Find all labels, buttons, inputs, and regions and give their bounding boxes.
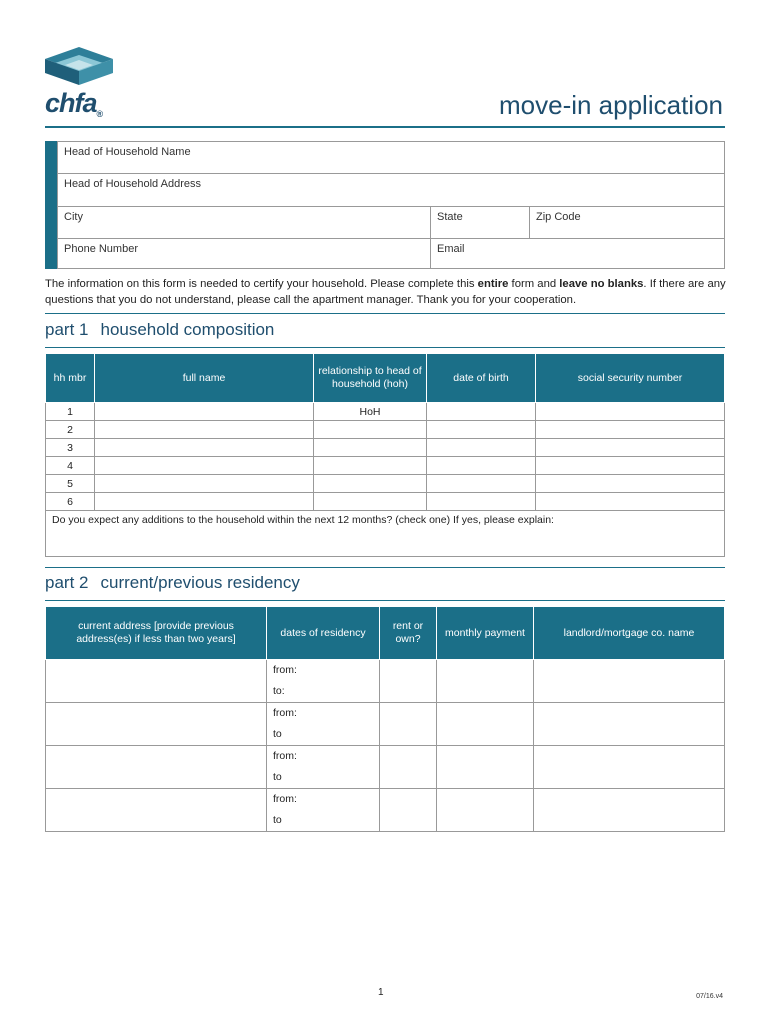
dob-cell[interactable] <box>427 493 536 511</box>
relationship-cell[interactable] <box>314 475 427 493</box>
from-label: from: <box>273 793 297 805</box>
col-rent-or-own: rent or own? <box>380 607 437 660</box>
household-header-row <box>46 354 725 403</box>
form-version: 07/16.v4 <box>696 993 723 1000</box>
col-monthly-payment: monthly payment <box>437 607 534 660</box>
col-full-name: full name <box>95 354 314 403</box>
landlord-cell[interactable] <box>534 746 725 789</box>
table-row <box>46 421 725 439</box>
instructions-text: The information on this form is needed to certify your household. Please complete this entire form and leave no blanks. If there are any questions that you do not understand, please call the apartment manager. Thank you for your cooperation. <box>45 278 726 306</box>
table-row <box>46 789 725 832</box>
zip-field[interactable]: Zip Code <box>529 206 725 239</box>
ssn-cell[interactable] <box>536 403 725 421</box>
full-name-cell[interactable] <box>95 439 314 457</box>
intro-rule <box>45 313 725 314</box>
col-landlord: landlord/mortgage co. name <box>534 607 725 660</box>
chfa-logo-text: chfa® <box>45 88 103 119</box>
ssn-cell[interactable] <box>536 421 725 439</box>
part2-rule <box>45 600 725 601</box>
city-field[interactable]: City <box>57 206 431 239</box>
full-name-cell[interactable] <box>95 475 314 493</box>
landlord-cell[interactable] <box>534 703 725 746</box>
document-title: move-in application <box>498 90 723 120</box>
additions-question[interactable]: Do you expect any additions to the household within the next 12 months? (check one) If yes, please explain: <box>46 511 725 557</box>
from-label: from: <box>273 707 297 719</box>
dob-cell[interactable] <box>427 475 536 493</box>
table-row <box>46 493 725 511</box>
address-cell[interactable] <box>46 703 267 746</box>
table-row <box>46 403 725 421</box>
phone-field[interactable]: Phone Number <box>57 238 431 269</box>
ssn-cell[interactable] <box>536 457 725 475</box>
residency-table <box>45 606 725 832</box>
payment-cell[interactable] <box>437 660 534 703</box>
relationship-cell[interactable] <box>314 457 427 475</box>
head-address-field[interactable]: Head of Household Address <box>57 173 725 207</box>
col-ssn: social security number <box>536 354 725 403</box>
header-accent-bar <box>45 141 57 269</box>
household-table <box>45 353 725 557</box>
address-cell[interactable] <box>46 789 267 832</box>
part1-heading: part 1 household composition <box>45 320 275 339</box>
dates-cell[interactable] <box>267 703 380 746</box>
address-cell[interactable] <box>46 746 267 789</box>
full-name-cell[interactable] <box>95 493 314 511</box>
relationship-cell[interactable] <box>314 421 427 439</box>
part1-rule <box>45 347 725 348</box>
part2-top-rule <box>45 567 725 568</box>
hh-mbr-cell: 5 <box>46 475 95 493</box>
payment-cell[interactable] <box>437 746 534 789</box>
hh-mbr-cell: 2 <box>46 421 95 439</box>
table-row <box>46 475 725 493</box>
email-field[interactable]: Email <box>430 238 725 269</box>
col-relationship: relationship to head of household (hoh) <box>314 354 427 403</box>
landlord-cell[interactable] <box>534 660 725 703</box>
table-row <box>46 439 725 457</box>
landlord-cell[interactable] <box>534 789 725 832</box>
relationship-cell[interactable] <box>314 439 427 457</box>
to-label: to <box>273 771 282 783</box>
table-row <box>46 746 725 789</box>
from-label: from: <box>273 750 297 762</box>
table-row <box>46 457 725 475</box>
col-current-address: current address [provide previous address(es) if less than two years] <box>46 607 267 660</box>
dates-cell[interactable] <box>267 660 380 703</box>
to-label: to <box>273 728 282 740</box>
col-dates-of-residency: dates of residency <box>267 607 380 660</box>
to-label: to: <box>273 685 285 697</box>
dates-cell[interactable] <box>267 746 380 789</box>
rent-own-cell[interactable] <box>380 746 437 789</box>
dob-cell[interactable] <box>427 457 536 475</box>
hh-mbr-cell: 1 <box>46 403 95 421</box>
rent-own-cell[interactable] <box>380 703 437 746</box>
rent-own-cell[interactable] <box>380 660 437 703</box>
part2-heading: part 2 current/previous residency <box>45 573 300 592</box>
rent-own-cell[interactable] <box>380 789 437 832</box>
ssn-cell[interactable] <box>536 439 725 457</box>
table-row <box>46 703 725 746</box>
dob-cell[interactable] <box>427 403 536 421</box>
dob-cell[interactable] <box>427 439 536 457</box>
payment-cell[interactable] <box>437 789 534 832</box>
dob-cell[interactable] <box>427 421 536 439</box>
state-field[interactable]: State <box>430 206 530 239</box>
residency-header-row <box>46 607 725 660</box>
relationship-cell[interactable] <box>314 493 427 511</box>
hh-mbr-cell: 4 <box>46 457 95 475</box>
relationship-cell[interactable]: HoH <box>314 403 427 421</box>
col-dob: date of birth <box>427 354 536 403</box>
ssn-cell[interactable] <box>536 493 725 511</box>
hh-mbr-cell: 6 <box>46 493 95 511</box>
hh-mbr-cell: 3 <box>46 439 95 457</box>
chfa-logo-icon <box>43 45 115 89</box>
to-label: to <box>273 814 282 826</box>
full-name-cell[interactable] <box>95 457 314 475</box>
from-label: from: <box>273 664 297 676</box>
head-name-field[interactable]: Head of Household Name <box>57 141 725 174</box>
page-number: 1 <box>378 987 384 998</box>
dates-cell[interactable] <box>267 789 380 832</box>
full-name-cell[interactable] <box>95 421 314 439</box>
additions-row <box>46 511 725 557</box>
ssn-cell[interactable] <box>536 475 725 493</box>
full-name-cell[interactable] <box>95 403 314 421</box>
payment-cell[interactable] <box>437 703 534 746</box>
col-hh-mbr: hh mbr <box>46 354 95 403</box>
table-row <box>46 660 725 703</box>
title-rule <box>45 126 725 128</box>
address-cell[interactable] <box>46 660 267 703</box>
